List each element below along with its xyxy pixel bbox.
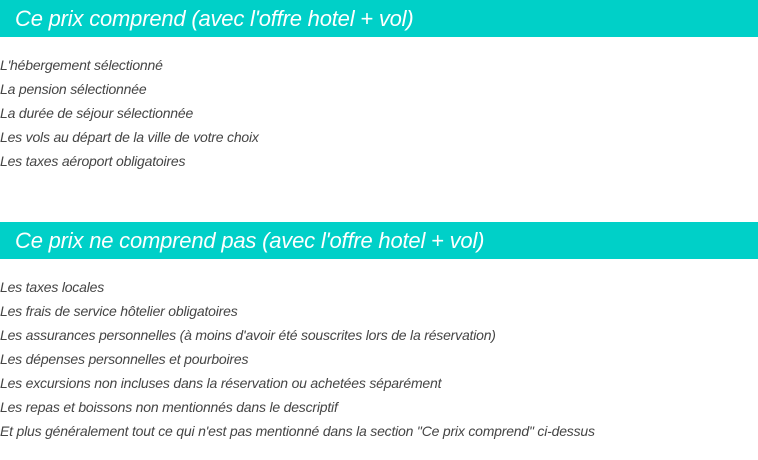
excluded-section [0, 222, 758, 443]
list-item: La durée de séjour sélectionnée [0, 105, 194, 121]
list-item: Les taxes aéroport obligatoires [0, 153, 186, 169]
list-item: L'hébergement sélectionné [0, 57, 163, 73]
list-item: Les repas et boissons non mentionnés dans le descriptif [0, 399, 338, 415]
list-item: Et plus généralement tout ce qui n'est pas mentionné dans la section "Ce prix comprend" ci-dessus [0, 423, 595, 439]
included-list [0, 53, 758, 173]
list-item: Les assurances personnelles (à moins d'avoir été souscrites lors de la réservation) [0, 327, 496, 343]
included-section [0, 0, 758, 173]
included-header: Ce prix comprend (avec l'offre hotel + vol) [0, 0, 758, 37]
excluded-list [0, 275, 758, 443]
list-item: La pension sélectionnée [0, 81, 147, 97]
list-item: Les frais de service hôtelier obligatoires [0, 303, 238, 319]
list-item: Les vols au départ de la ville de votre choix [0, 129, 259, 145]
excluded-header: Ce prix ne comprend pas (avec l'offre hotel + vol) [0, 222, 758, 259]
list-item: Les excursions non incluses dans la réservation ou achetées séparément [0, 375, 442, 391]
list-item: Les taxes locales [0, 279, 104, 295]
list-item: Les dépenses personnelles et pourboires [0, 351, 249, 367]
